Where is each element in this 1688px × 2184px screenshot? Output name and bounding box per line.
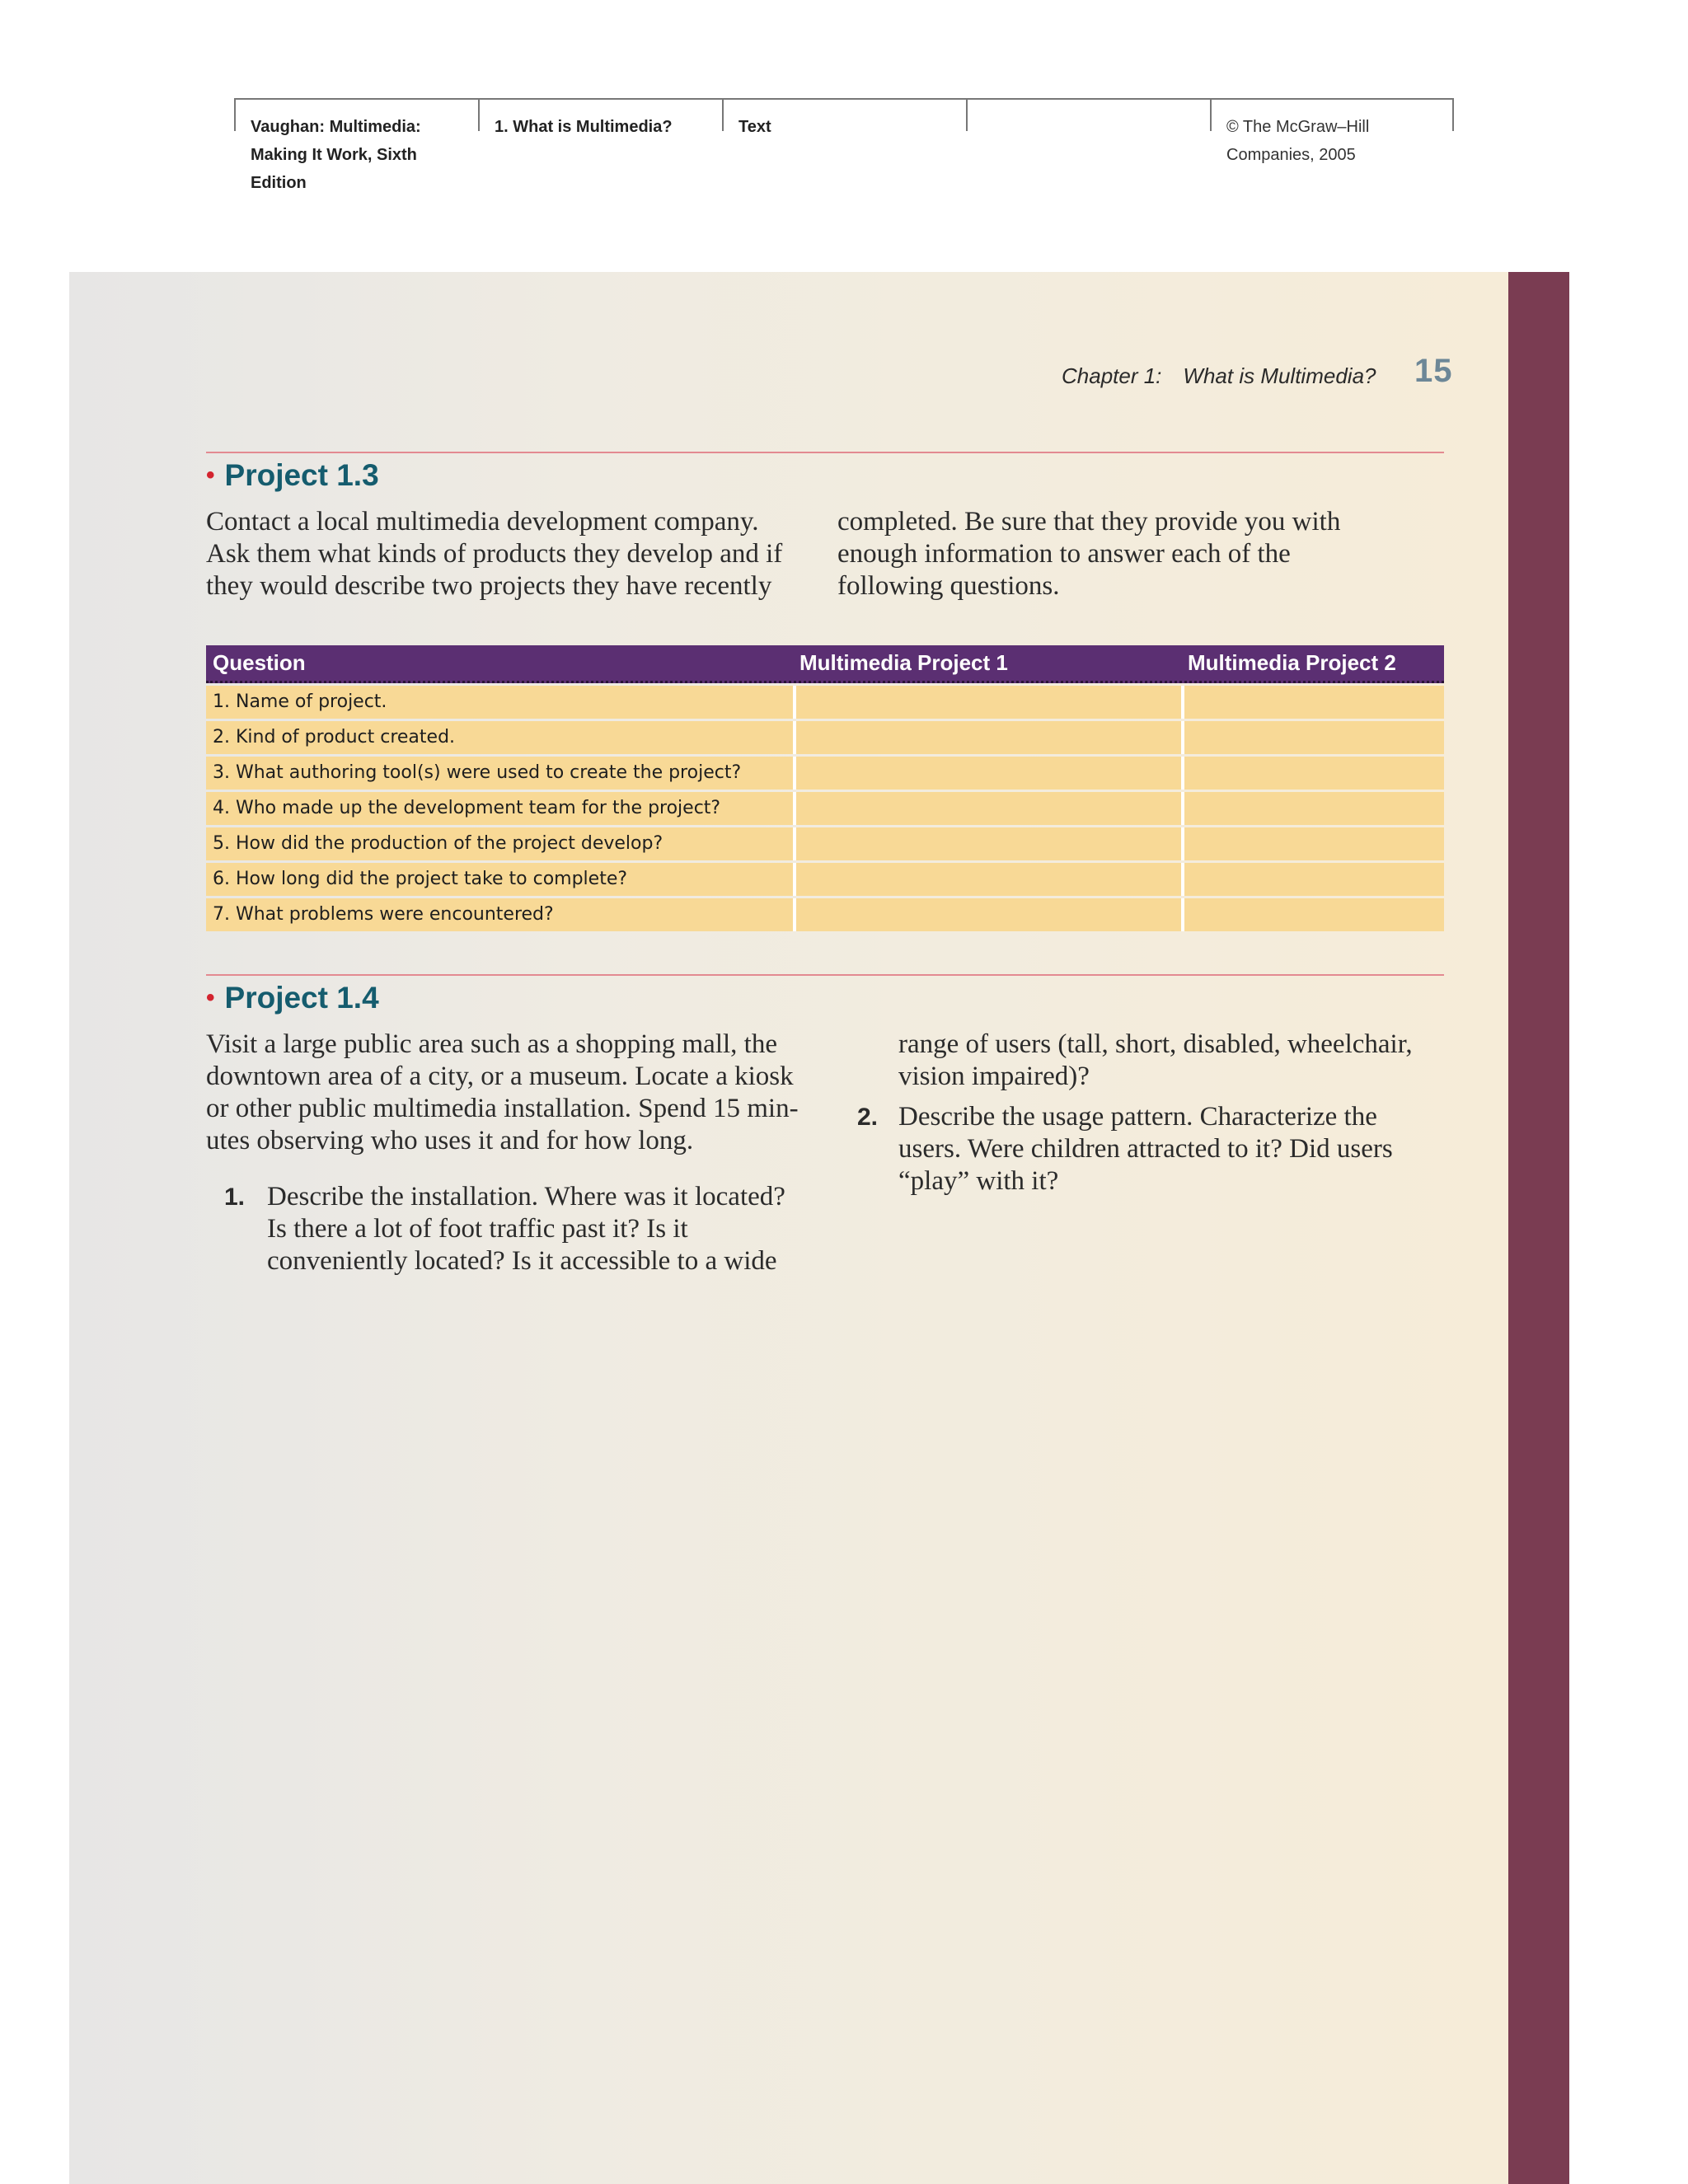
header-copyright-line1: © The McGraw–Hill (1226, 118, 1370, 136)
text-line: Visit a large public area such as a shopping mall, the (206, 1029, 777, 1059)
project-1-4-intro (206, 1029, 832, 1157)
text-line: enough information to answer each of the (837, 539, 1291, 569)
list-item-text: Describe the installation. Where was it located? Is there a lot of foot traffic past it? Is it conveniently located? Is it accessible to a wide (267, 1182, 785, 1276)
project-2-cell (1181, 827, 1444, 860)
project-2-cell (1181, 757, 1444, 790)
text-line: utes observing who uses it and for how long. (206, 1126, 694, 1155)
list-number: 1. (224, 1183, 246, 1211)
list-number: 2. (857, 1104, 879, 1131)
table-row (206, 757, 1444, 790)
table-header-project-2: Multimedia Project 2 (1188, 650, 1396, 675)
list-item (857, 1101, 1442, 1200)
project-1-4-heading (206, 981, 379, 1015)
question-cell: 2. Kind of product created. (206, 721, 793, 754)
question-cell: 5. How did the production of the project develop? (206, 827, 793, 860)
list-item-text: Describe the usage pattern. Characterize the users. Were children attracted to it? Did users “play” with it? (898, 1102, 1393, 1196)
project-1-3-title: Project 1.3 (224, 458, 379, 492)
project-2-cell (1181, 686, 1444, 719)
question-table (206, 645, 1444, 931)
question-cell: 6. How long did the project take to complete? (206, 863, 793, 896)
bullet-icon: • (206, 462, 215, 489)
header-book-title (251, 113, 473, 197)
table-row (206, 898, 1444, 931)
header-book-line1: Vaughan: Multimedia: (251, 118, 421, 136)
question-cell: 7. What problems were encountered? (206, 898, 793, 931)
project-2-cell (1181, 792, 1444, 825)
project-1-3-text-col2 (837, 506, 1431, 602)
table-row (206, 863, 1444, 896)
header-copyright (1226, 113, 1369, 169)
project-1-cell (793, 686, 1181, 719)
question-cell: 1. Name of project. (206, 686, 793, 719)
project-1-4-title: Project 1.4 (224, 981, 379, 1015)
project-1-3-text-col1 (206, 506, 816, 602)
header-cell-blank (966, 98, 1210, 131)
list-item-continued (898, 1029, 1442, 1094)
question-cell: 3. What authoring tool(s) were used to create the project? (206, 757, 793, 790)
running-head (1062, 363, 1376, 389)
project-2-cell (1181, 898, 1444, 931)
bullet-icon: • (206, 984, 215, 1011)
project-1-cell (793, 792, 1181, 825)
table-row (206, 686, 1444, 719)
text-line: they would describe two projects they have recently (206, 571, 772, 601)
text-line: Contact a local multimedia development company. (206, 507, 759, 537)
project-2-cell (1181, 863, 1444, 896)
header-chapter-label: 1. What is Multimedia? (495, 118, 673, 136)
section-rule-project-1-3 (206, 452, 1444, 453)
table-row (206, 827, 1444, 860)
section-rule-project-1-4 (206, 974, 1444, 976)
text-line: following questions. (837, 571, 1060, 601)
running-head-title: What is Multimedia? (1183, 363, 1376, 388)
table-header-question: Question (213, 650, 306, 675)
table-row (206, 721, 1444, 754)
text-line: or other public multimedia installation. Spend 15 min- (206, 1094, 799, 1123)
page-number: 15 (1414, 353, 1453, 389)
header-book-rest: Making It Work, Sixth Edition (251, 146, 417, 192)
table-header-row (206, 645, 1444, 683)
question-cell: 4. Who made up the development team for the project? (206, 792, 793, 825)
project-1-cell (793, 898, 1181, 931)
list-item-text: range of users (tall, short, disabled, wheelchair, vision impaired)? (898, 1029, 1413, 1091)
project-1-cell (793, 827, 1181, 860)
project-1-cell (793, 863, 1181, 896)
project-2-cell (1181, 721, 1444, 754)
text-line: downtown area of a city, or a museum. Locate a kiosk (206, 1062, 794, 1091)
header-copyright-line2: Companies, 2005 (1226, 146, 1356, 164)
table-header-project-1: Multimedia Project 1 (799, 650, 1008, 675)
running-head-chapter: Chapter 1: (1062, 363, 1162, 388)
project-1-cell (793, 721, 1181, 754)
table-row (206, 792, 1444, 825)
project-1-3-heading (206, 458, 379, 493)
header-type-label: Text (738, 118, 771, 136)
list-item (224, 1181, 818, 1313)
side-color-bar (1508, 272, 1569, 2184)
text-line: Ask them what kinds of products they develop and if (206, 539, 783, 569)
text-line: completed. Be sure that they provide you with (837, 507, 1341, 537)
project-1-cell (793, 757, 1181, 790)
